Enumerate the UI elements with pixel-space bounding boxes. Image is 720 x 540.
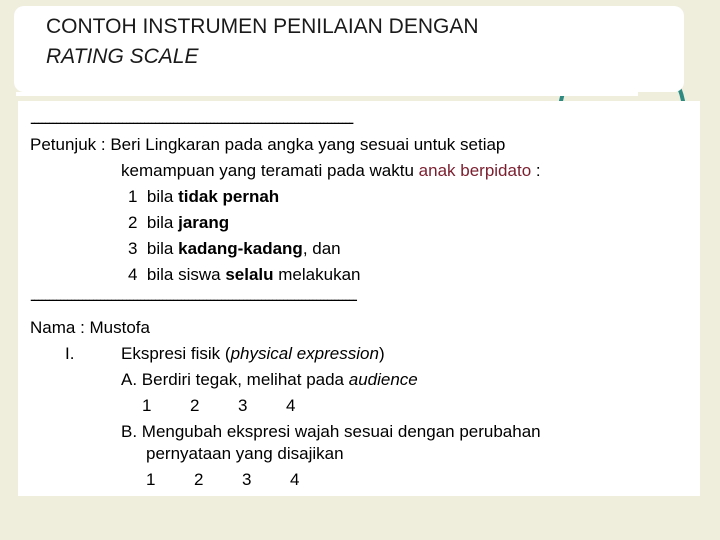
scale-item-3: 3 bila kadang-kadang, dan: [128, 239, 341, 258]
instruction-line-2: kemampuan yang teramati pada waktu anak berpidato :: [121, 161, 541, 180]
scale-item-1: 1 bila tidak pernah: [128, 187, 280, 206]
criterion-b: B. Mengubah ekspresi wajah sesuai dengan perubahan: [121, 422, 541, 441]
section-title: Ekspresi fisik (physical expression): [121, 344, 385, 363]
title-divider: [16, 92, 638, 96]
content-panel: [18, 101, 700, 496]
rating-option[interactable]: 1: [142, 396, 152, 415]
student-name: Nama : Mustofa: [30, 318, 150, 337]
rating-options-a: [142, 396, 334, 416]
separator-top: ----------------------------------------------------------------------------------------: [30, 113, 353, 132]
rating-option[interactable]: 1: [146, 470, 156, 489]
rating-option[interactable]: 3: [242, 470, 252, 489]
highlighted-phrase: anak berpidato: [418, 161, 532, 180]
slide-title: [46, 12, 479, 72]
rating-option[interactable]: 2: [194, 470, 204, 489]
separator-middle: -----------------------------------------------------------------------------------------: [30, 290, 356, 309]
title-line-2: RATING SCALE: [46, 45, 199, 68]
rating-option[interactable]: 3: [238, 396, 248, 415]
rating-option[interactable]: 4: [290, 470, 300, 489]
title-line-1: CONTOH INSTRUMEN PENILAIAN DENGAN: [46, 15, 479, 38]
criterion-b-continuation: pernyataan yang disajikan: [146, 444, 344, 463]
section-numeral: I.: [65, 344, 75, 363]
instruction-line-1: [30, 135, 505, 155]
scale-item-4: 4 bila siswa selalu melakukan: [128, 265, 361, 284]
instruction-label: Petunjuk :: [30, 135, 111, 154]
instruction-text: Beri Lingkaran pada angka yang sesuai untuk setiap: [110, 135, 506, 154]
rating-option[interactable]: 2: [190, 396, 200, 415]
scale-item-2: 2 bila jarang: [128, 213, 230, 232]
rating-options-b: [146, 470, 338, 490]
rating-option[interactable]: 4: [286, 396, 296, 415]
criterion-a: A. Berdiri tegak, melihat pada audience: [121, 370, 418, 389]
